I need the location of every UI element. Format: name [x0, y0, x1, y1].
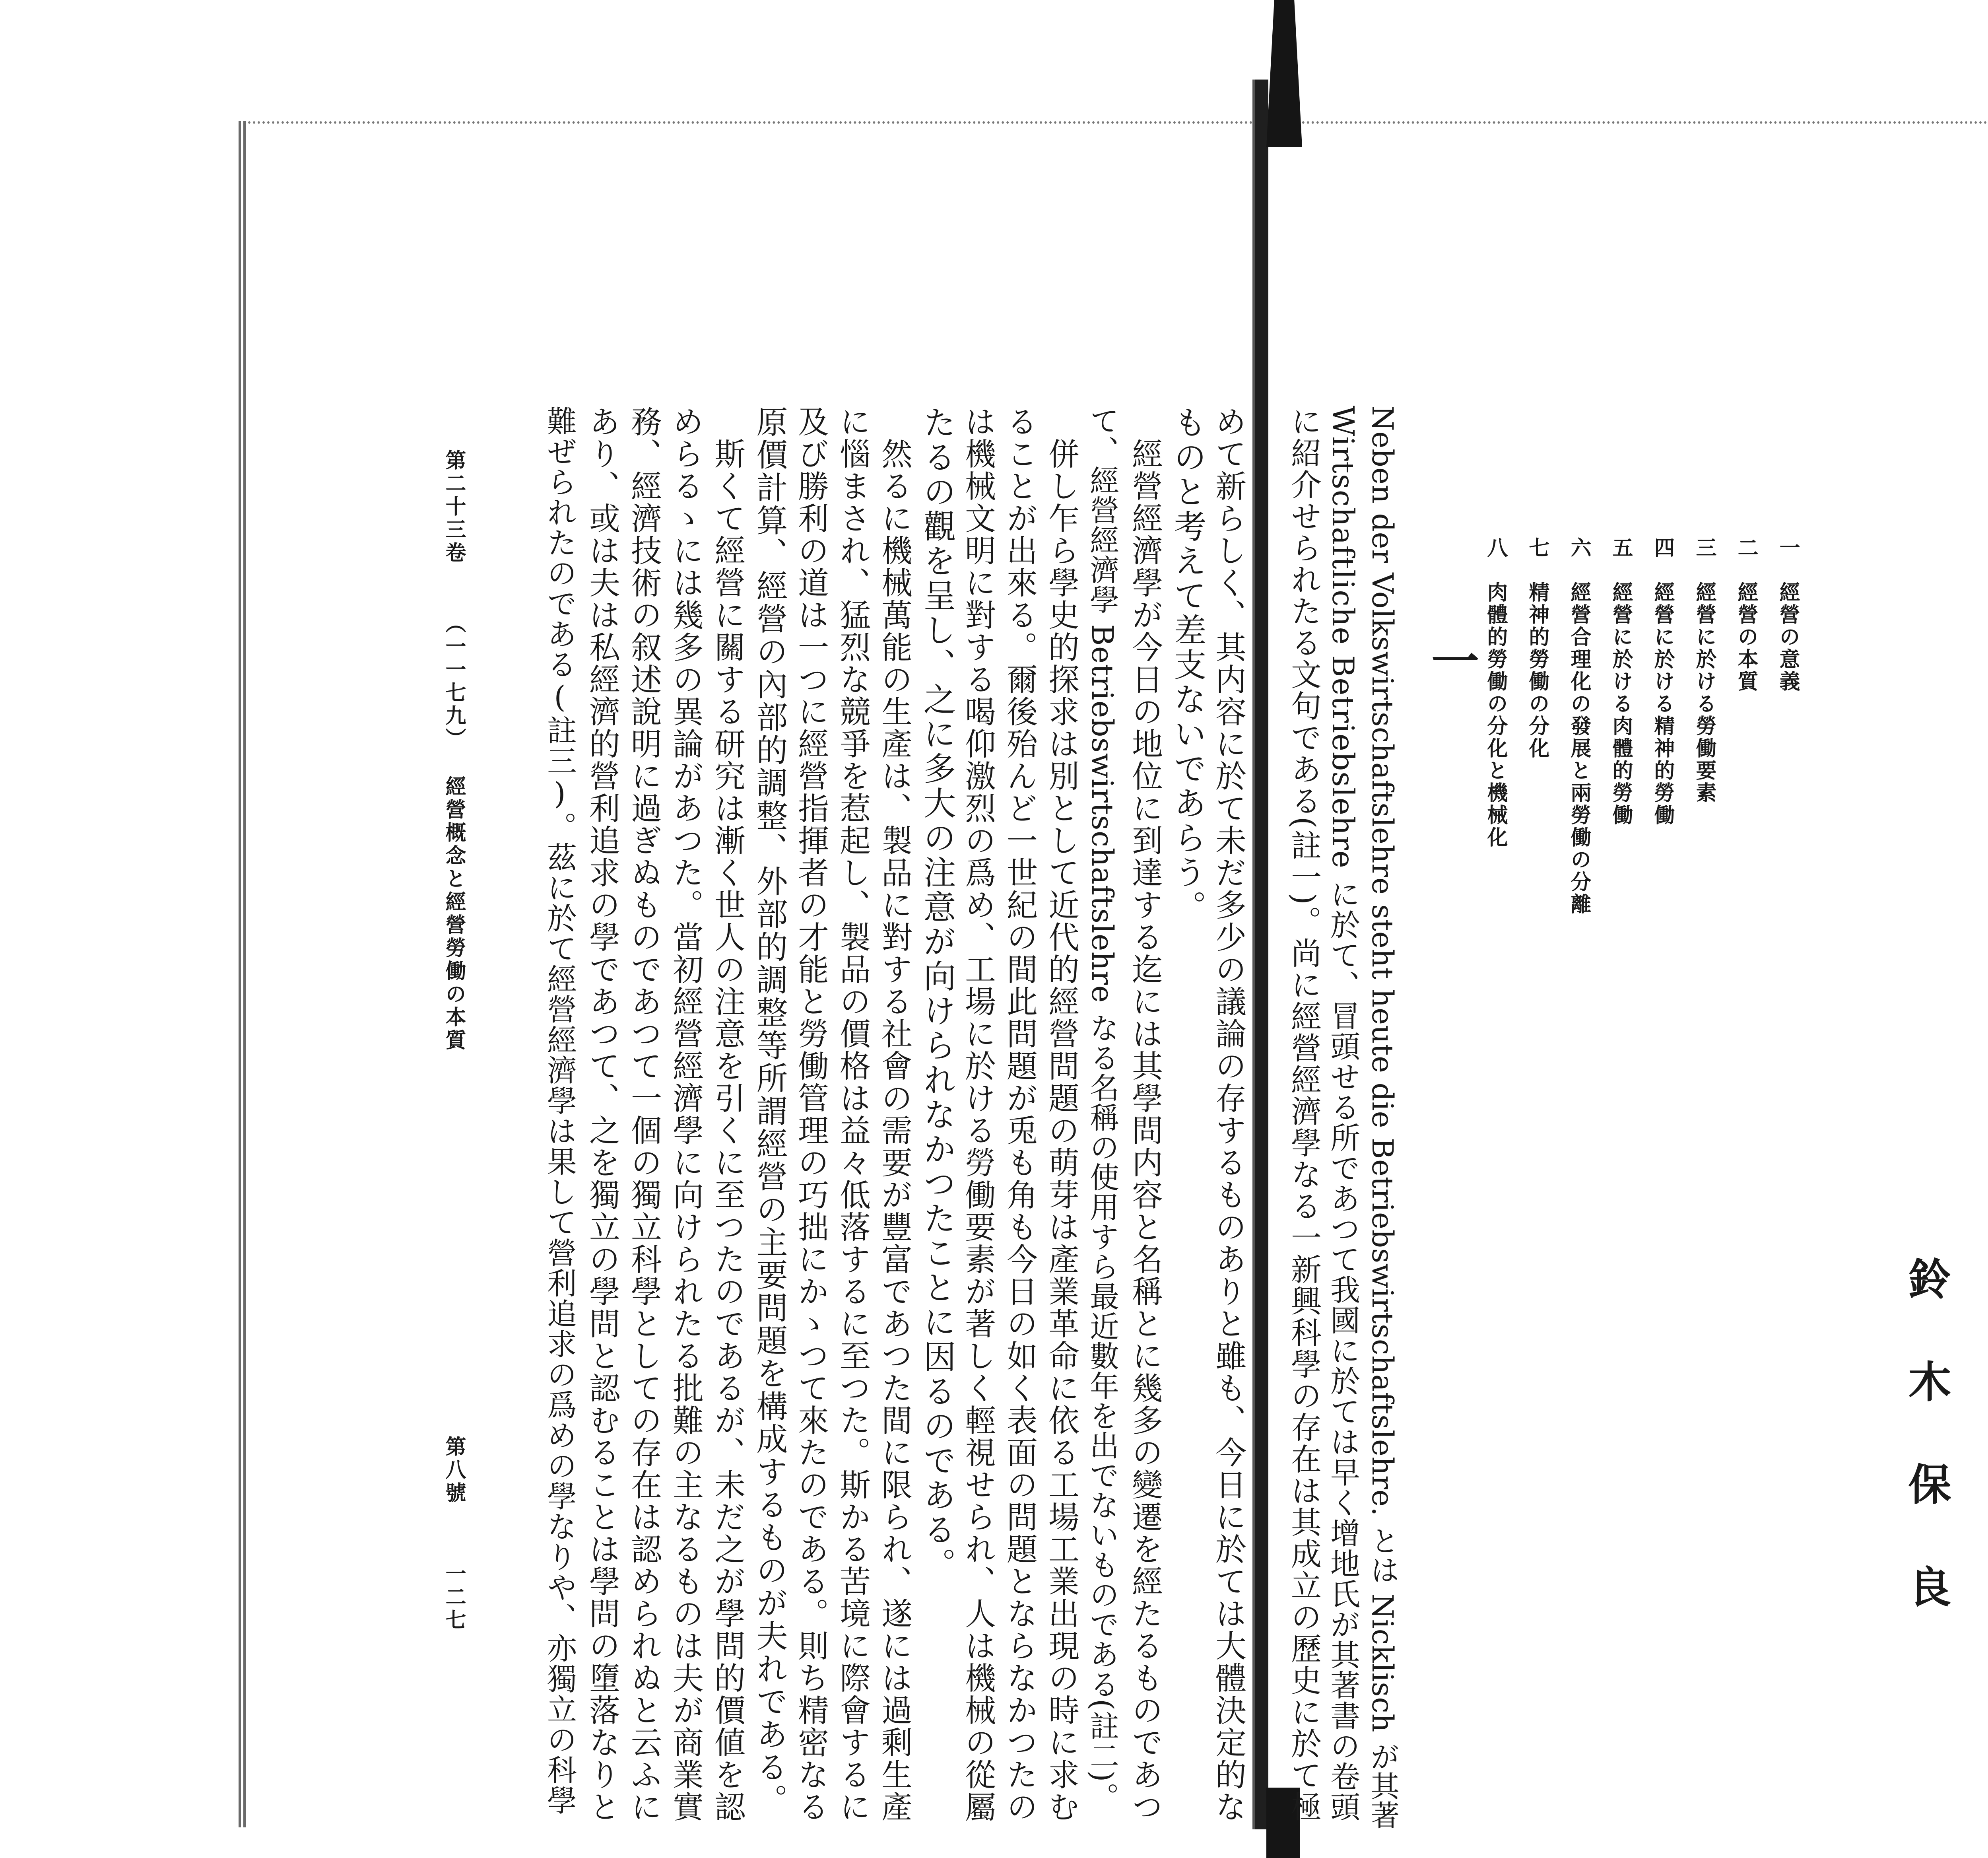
toc-item-7: 七 精神的勞働の分化 — [1525, 537, 1549, 760]
body-line: 務、經濟技術の叙述說明に過ぎぬものであつて一個の獨立科學としての存在は認められぬと云ふに — [626, 406, 662, 1823]
section-number: 一 — [1423, 636, 1479, 684]
body-line: めらるゝには幾多の異論があつた。當初經營經濟學に向けられたる批難の主なるものは夫が商業實 — [668, 406, 703, 1823]
body-line: て、經營經濟學 Betriebswirtschaftslehre なる名稱の使用すら最近數年を出でないものである(註二)。 — [1085, 406, 1119, 1812]
toc-item-3: 三 經營に於ける勞働要素 — [1692, 537, 1716, 804]
article-author: 鈴木保良 — [1901, 1257, 1951, 1667]
body-line: 經營經濟學が今日の地位に到達する迄には其學問内容と名稱とに幾多の變遷を經たるものであつ — [1127, 406, 1163, 1823]
body-line: あり、或は夫は私經濟的營利追求の學であつて、之を獨立の學問と認むることは學問の墮落なりと — [584, 406, 620, 1823]
body-line: 難ぜられたのである(註三)。茲に於て經營經濟學は果して營利追求の爲めの學なりや、亦獨立の科學 — [542, 406, 577, 1815]
toc-item-2: 二 經營の本質 — [1734, 537, 1758, 693]
body-line: に惱まされ、猛烈な競爭を惹起し、製品の價格は益々低落するに至つた。斯かる苦境に際會するに — [835, 406, 870, 1823]
body-line: 併し乍ら學史的探求は別として近代的經營問題の萌芽は產業革命に依る工場工業出現の時に求む — [1043, 406, 1079, 1823]
page-border-top — [239, 121, 1988, 124]
toc-item-1: 一 經營の意義 — [1776, 537, 1800, 693]
left-header-page-paren: （一一七九） — [442, 612, 466, 751]
body-line: ることが出來る。爾後殆んど一世紀の間此問題が兎も角も今日の如く表面の問題とならなかつたの — [1002, 406, 1037, 1823]
page-border-left — [239, 121, 246, 1827]
body-line: 然るに機械萬能の生產は、製品に對する社會の需要が豐富であつた間に限られ、遂には過剩生產 — [876, 406, 912, 1823]
toc-item-8: 八 肉體的勞働の分化と機械化 — [1483, 537, 1508, 849]
left-header-volume: 第二十三卷 — [442, 449, 466, 565]
body-line: ものと考えて差支ないであらう。 — [1169, 406, 1206, 925]
body-line: 及び勝利の道は一つに經營指揮者の才能と勞働管理の巧拙にかゝつて來たのである。則ち精密なる — [793, 406, 829, 1823]
left-header-issue: 第八號 — [442, 1436, 466, 1505]
body-line: 原價計算、經營の內部的調整、外部的調整等所謂經營の主要問題を構成するものが夫れである。 — [751, 406, 788, 1817]
toc-item-4: 四 經營に於ける精神的勞働 — [1650, 537, 1675, 826]
body-line: は機械文明に對する喝仰激烈の爲め、工場に於ける勞働要素が著しく輕視せられ、人は機械の從屬 — [960, 406, 996, 1823]
body-line: Wirtschaftliche Betriebslehre に於て、冒頭せる所であつて我國に於ては早く增地氏が其著書の卷頭 — [1326, 406, 1361, 1822]
left-page-number: 一二七 — [442, 1563, 466, 1632]
left-running-title: 經營概念と經營勞働の本質 — [442, 775, 466, 1052]
toc-item-5: 五 經營に於ける肉體的勞働 — [1609, 537, 1633, 826]
body-line: たるの觀を呈し、之に多大の注意が向けられなかつたことに因るのである。 — [918, 406, 956, 1582]
body-line: めて新らしく、其内容に於て未だ多少の議論の存するものありと雖も、今日に於ては大體決定的な — [1210, 406, 1246, 1823]
binding-clip-top — [1266, 0, 1302, 147]
book-binding-gutter — [1252, 80, 1268, 1829]
body-line: Neben der Volkswirtschaftslehre steht heute die Betriebswirtschaftslehre. とは Nicklisch が其著 — [1365, 406, 1399, 1830]
toc-item-6: 六 經營合理化の發展と兩勞働の分離 — [1567, 537, 1591, 915]
body-line: に紹介せられたる文句である(註一)。尚に經營經濟學なる一新興科學の存在は其成立の歷史に於て極 — [1286, 406, 1321, 1823]
body-line: 斯くて經營に關する研究は漸く世人の注意を引くに至つたのであるが、未だ之が學問的價値を認 — [709, 406, 745, 1823]
